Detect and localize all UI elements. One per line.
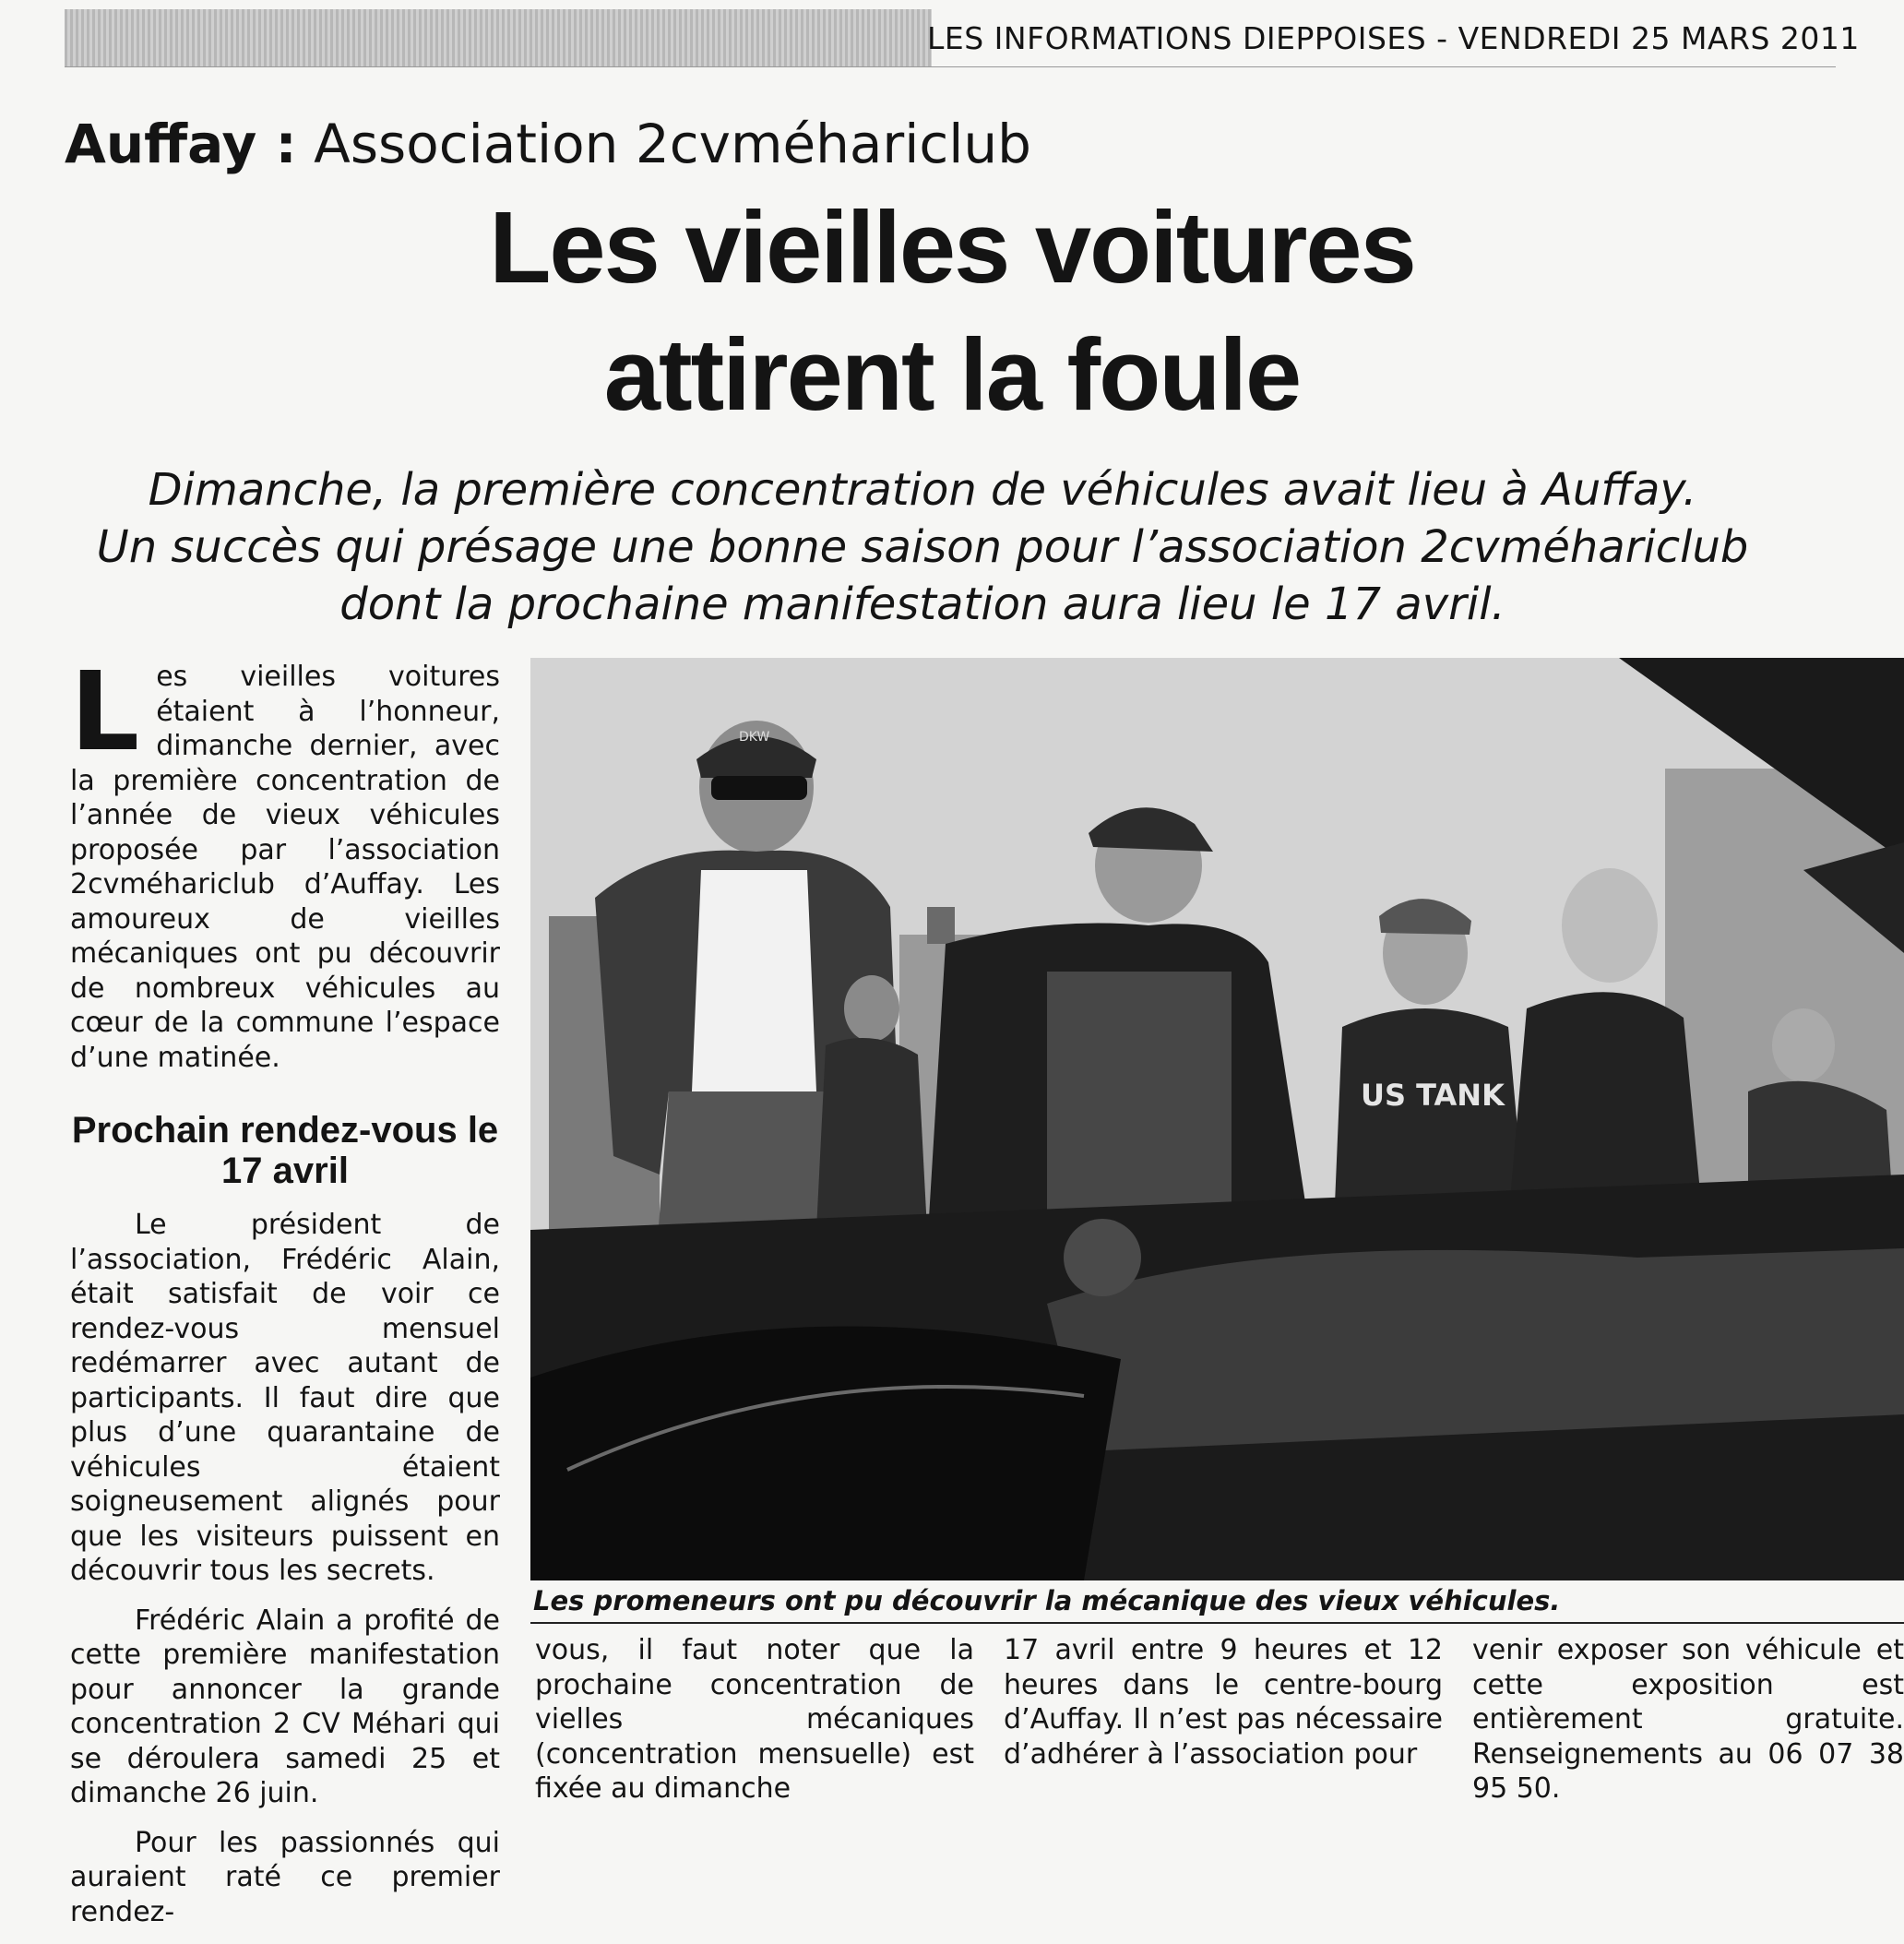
paragraph-2: Le président de l’association, Frédéric Alain, était satisfait de voir ce rendez-vous mensuel redémarrer avec autant de participants. Il faut dire que plus d’une quarantaine de véhicules étaient soigneusement alignés pour que les visiteurs puissent en découvrir tous les secrets. [70, 1209, 500, 1587]
paragraph-6: 17 avril entre 9 heures et 12 heures dans le centre-bourg d’Auffay. Il n’est pas nécessaire d’adhérer à l’association pour [1004, 1634, 1443, 1771]
subheading: Prochain rendez-vous le 17 avril [71, 1110, 499, 1191]
standfirst-line-2: Un succès qui présage une bonne saison pour l’association 2cvméhariclub [96, 521, 1749, 573]
newspaper-masthead: LES INFORMATIONS DIEPPOISES - VENDREDI 25 MARS 2011 [927, 20, 1860, 56]
article-kicker [65, 113, 1031, 175]
article-photo [530, 658, 1904, 1580]
article-column-4 [1472, 1633, 1904, 1821]
paragraph-5: vous, il faut noter que la prochaine concentration de vielles mécaniques (concentration mensuelle) est fixée au dimanche [535, 1634, 974, 1805]
kicker-topic: Association 2cvméhariclub [314, 113, 1031, 175]
caption-divider [530, 1622, 1904, 1624]
cap-text: DKW [739, 730, 770, 745]
paragraph-4: Pour les passionnés qui auraient raté ce premier rendez- [70, 1826, 500, 1928]
drop-cap: L [70, 648, 140, 775]
paragraph-1: Les vieilles voitures étaient à l’honneur, dimanche dernier, avec la première concentration de l’année de vieux véhicules proposée par l’association 2cvméhariclub d’Auffay. Les amoureux de vieilles mécaniques ont pu découvrir de nombreux véhicules au cœur de la commune l’espace d’une matinée. [70, 648, 500, 1074]
jacket-text: US TANK [1361, 1078, 1505, 1113]
article-column-1 [70, 648, 500, 1944]
paragraph-7: venir exposer son véhicule et cette exposition est entièrement gratuite. Renseignements au 06 07 38 95 50. [1472, 1634, 1904, 1805]
headline-line-2: attirent la foule [603, 318, 1301, 432]
standfirst-line-1: Dimanche, la première concentration de véhicules avait lieu à Auffay. [148, 464, 1697, 516]
photo-caption: Les promeneurs ont pu découvrir la mécanique des vieux véhicules. [533, 1585, 1561, 1616]
headline-line-1: Les vieilles voitures [489, 191, 1415, 304]
article-column-2 [535, 1633, 974, 1821]
photo-scene [530, 658, 1904, 1580]
kicker-place: Auffay : [65, 113, 297, 175]
standfirst [0, 461, 1845, 633]
headline [0, 185, 1904, 439]
standfirst-line-3: dont la prochaine manifestation aura lieu le 17 avril. [339, 578, 1505, 630]
paragraph-3: Frédéric Alain a profité de cette première manifestation pour annoncer la grande concentration 2 CV Méhari qui se déroulera samedi 25 et dimanche 26 juin. [70, 1604, 500, 1809]
article-column-3 [1004, 1633, 1443, 1786]
